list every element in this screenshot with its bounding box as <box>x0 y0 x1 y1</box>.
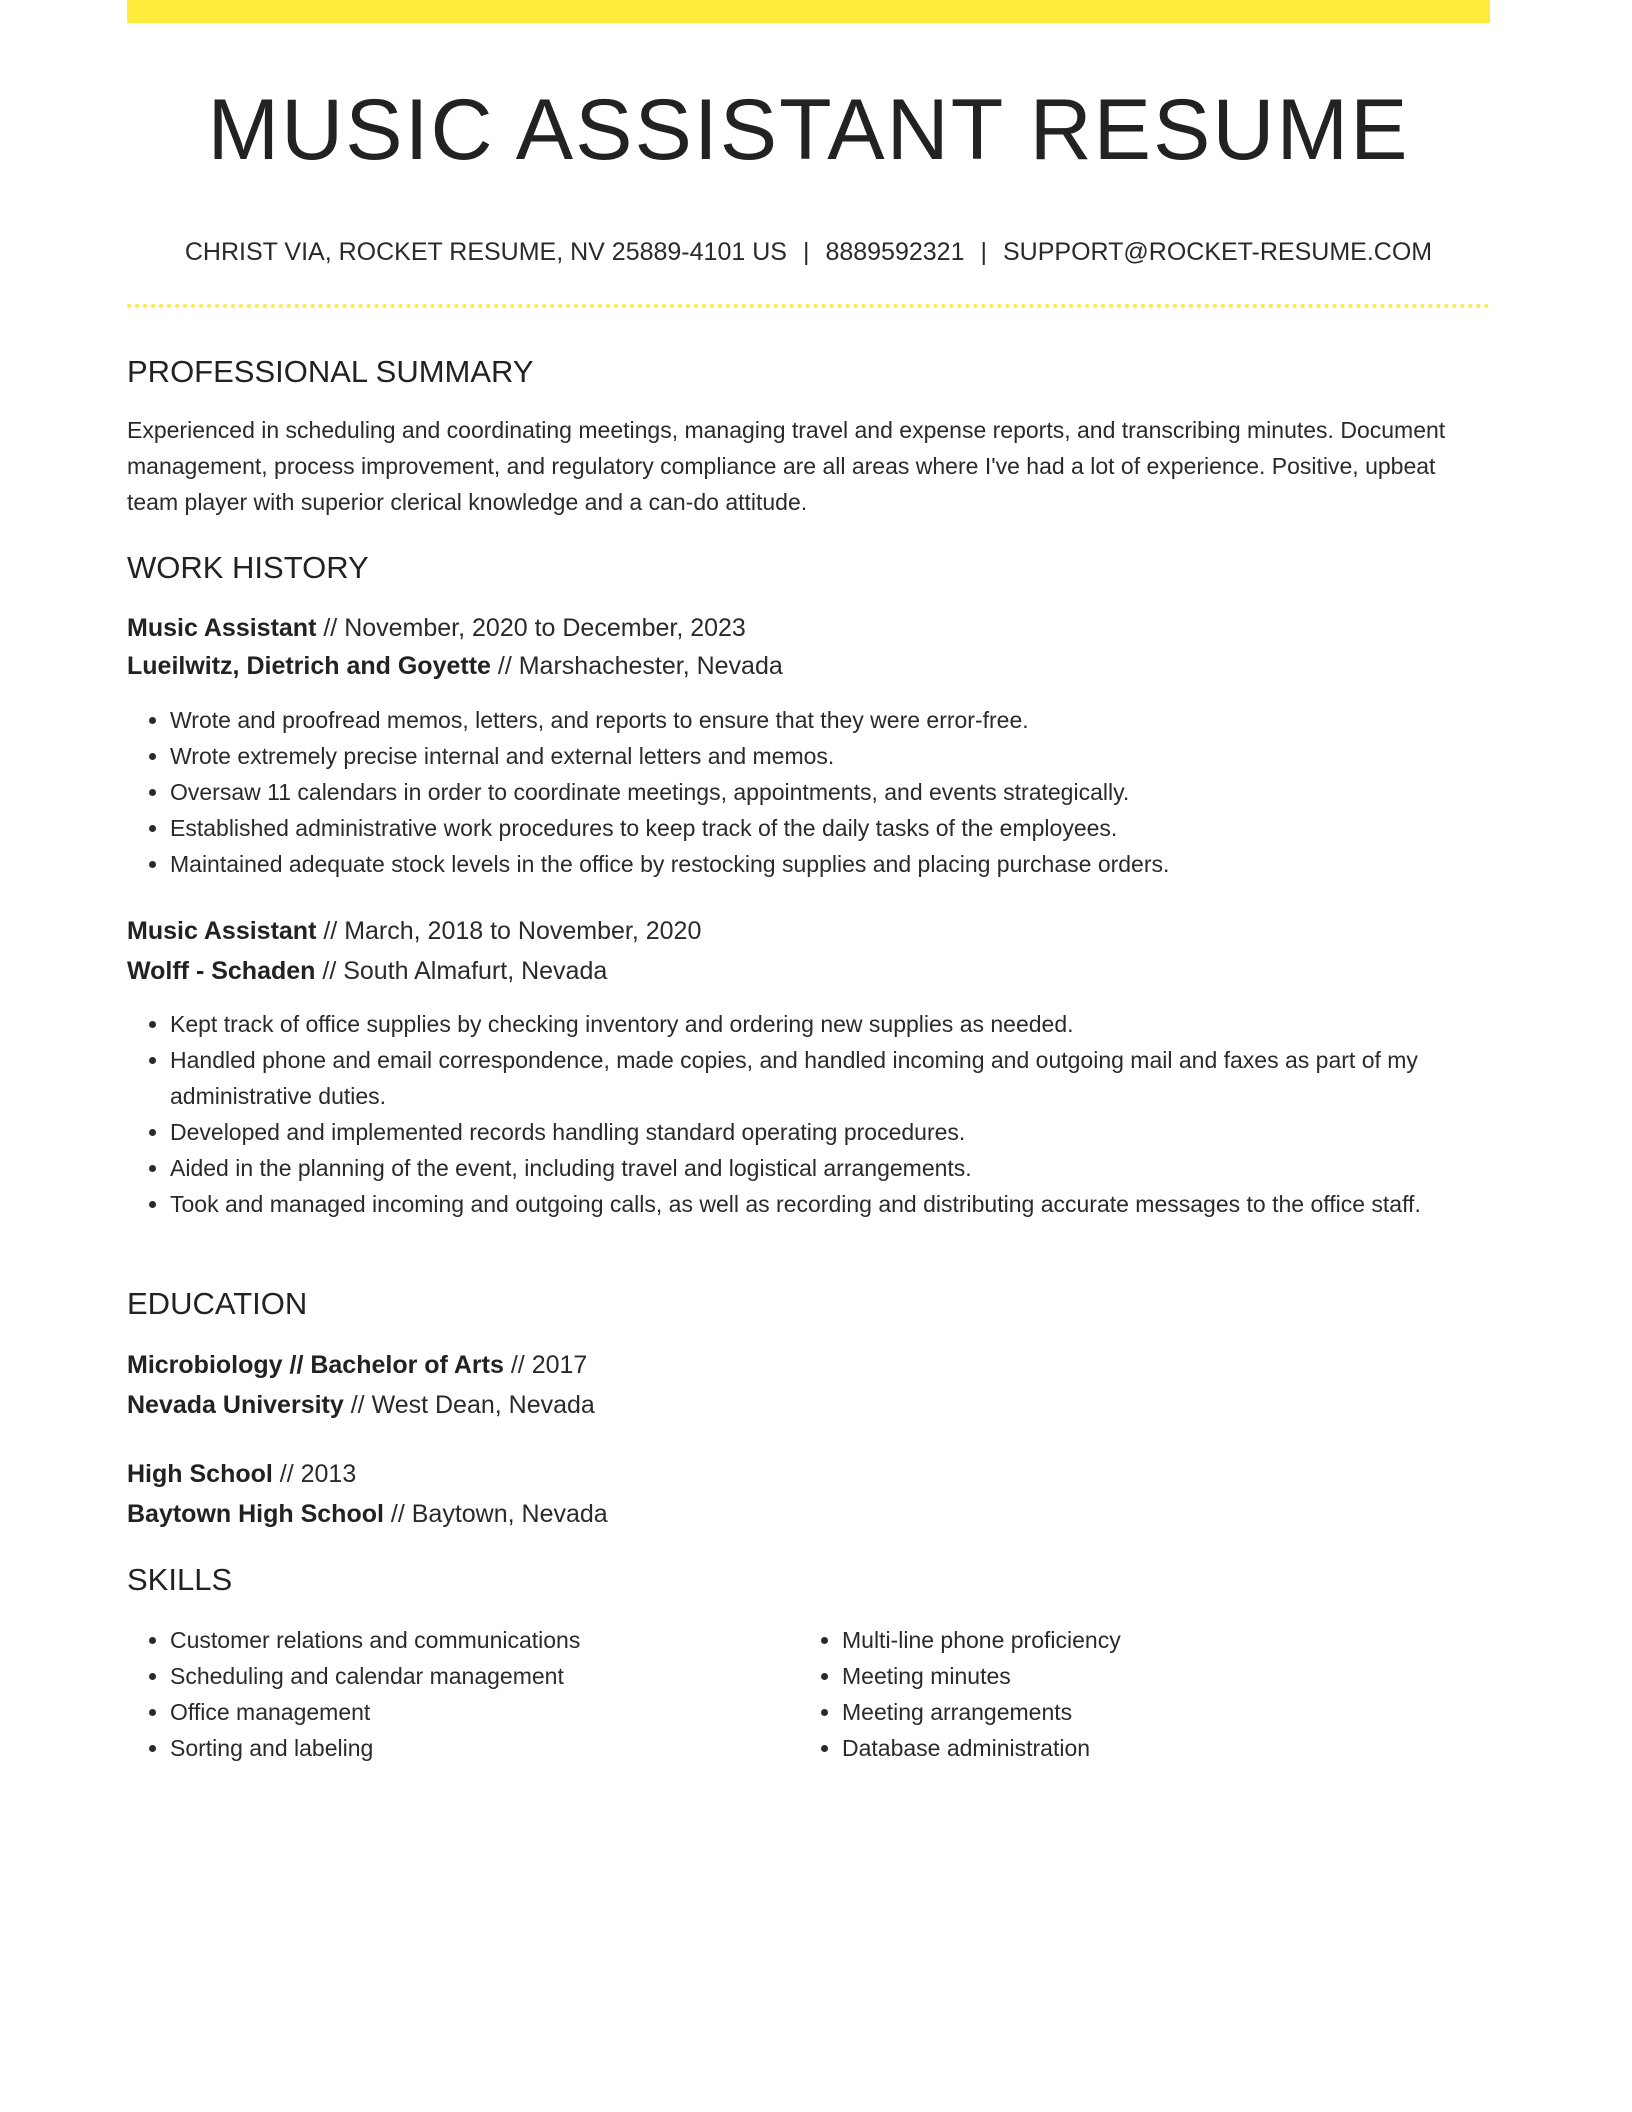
list-item: • Office management <box>170 1694 580 1730</box>
education-school-line <box>127 1387 595 1423</box>
skills-heading: SKILLS <box>127 1562 233 1597</box>
top-accent-bar <box>127 0 1490 23</box>
contact-info <box>127 235 1490 269</box>
work-history-heading: WORK HISTORY <box>127 550 369 585</box>
list-item: • Took and managed incoming and outgoing calls, as well as recording and distributing accurate messages to the office staff. <box>170 1186 1490 1222</box>
contact-address: CHRIST VIA, ROCKET RESUME, NV 25889-4101 US <box>184 238 787 266</box>
job-title: Music Assistant <box>127 614 317 642</box>
list-item: • Wrote extremely precise internal and external letters and memos. <box>170 738 1490 774</box>
education-degree: High School <box>127 1460 273 1488</box>
summary-heading: PROFESSIONAL SUMMARY <box>127 354 534 389</box>
job-title-line <box>127 913 701 949</box>
education-school: Nevada University <box>127 1391 344 1419</box>
job-dates: // November, 2020 to December, 2023 <box>316 614 746 642</box>
education-location: // West Dean, Nevada <box>343 1391 595 1419</box>
skills-list-right <box>799 1622 1121 1766</box>
list-item: • Developed and implemented records handling standard operating procedures. <box>170 1114 1490 1150</box>
education-heading: EDUCATION <box>127 1286 308 1321</box>
job-duties-list <box>127 702 1490 882</box>
list-item: • Multi-line phone proficiency <box>842 1622 1121 1658</box>
list-item: • Scheduling and calendar management <box>170 1658 580 1694</box>
resume-title: MUSIC ASSISTANT RESUME <box>207 82 1410 178</box>
education-degree: Microbiology // Bachelor of Arts <box>127 1351 504 1379</box>
list-item: • Database administration <box>842 1730 1121 1766</box>
list-item: • Oversaw 11 calendars in order to coordinate meetings, appointments, and events strategically. <box>170 774 1490 810</box>
job-location: // South Almafurt, Nevada <box>315 957 608 985</box>
job-title-line <box>127 610 746 646</box>
job-company: Lueilwitz, Dietrich and Goyette <box>127 652 491 680</box>
job-dates: // March, 2018 to November, 2020 <box>316 917 702 945</box>
list-item: • Wrote and proofread memos, letters, and reports to ensure that they were error-free. <box>170 702 1490 738</box>
contact-separator: | <box>802 238 810 266</box>
job-location: // Marshachester, Nevada <box>490 652 783 680</box>
education-school: Baytown High School <box>127 1500 384 1528</box>
list-item: • Kept track of office supplies by checking inventory and ordering new supplies as needed. <box>170 1006 1490 1042</box>
contact-phone: 8889592321 <box>825 238 965 266</box>
education-location: // Baytown, Nevada <box>383 1500 608 1528</box>
list-item: • Handled phone and email correspondence, made copies, and handled incoming and outgoing mail and faxes as part of my administrative duties. <box>170 1042 1490 1114</box>
job-company-line <box>127 648 783 684</box>
job-duties-list <box>127 1006 1490 1222</box>
job-title: Music Assistant <box>127 917 317 945</box>
list-item: • Customer relations and communications <box>170 1622 580 1658</box>
job-company: Wolff - Schaden <box>127 957 316 985</box>
education-year: // 2017 <box>503 1351 588 1379</box>
education-degree-line <box>127 1347 587 1383</box>
list-item: • Sorting and labeling <box>170 1730 580 1766</box>
skills-list-left <box>127 1622 580 1766</box>
list-item: • Meeting arrangements <box>842 1694 1121 1730</box>
contact-separator: | <box>980 238 987 266</box>
education-school-line <box>127 1496 608 1532</box>
header-divider <box>127 304 1490 308</box>
summary-text: Experienced in scheduling and coordinating meetings, managing travel and expense reports, and transcribing minutes. Document management, process improvement, and regulatory compliance are all areas where I've had a lot of experience. Positive, upbeat team player with superior clerical knowledge and a can-do attitude. <box>127 417 1446 515</box>
education-degree-line <box>127 1456 356 1492</box>
list-item: • Meeting minutes <box>842 1658 1121 1694</box>
list-item: • Aided in the planning of the event, including travel and logistical arrangements. <box>170 1150 1490 1186</box>
list-item: • Maintained adequate stock levels in the office by restocking supplies and placing purchase orders. <box>170 846 1490 882</box>
job-company-line <box>127 953 607 989</box>
education-year: // 2013 <box>272 1460 357 1488</box>
contact-email: SUPPORT@ROCKET-RESUME.COM <box>1002 238 1433 266</box>
list-item: • Established administrative work procedures to keep track of the daily tasks of the employees. <box>170 810 1490 846</box>
